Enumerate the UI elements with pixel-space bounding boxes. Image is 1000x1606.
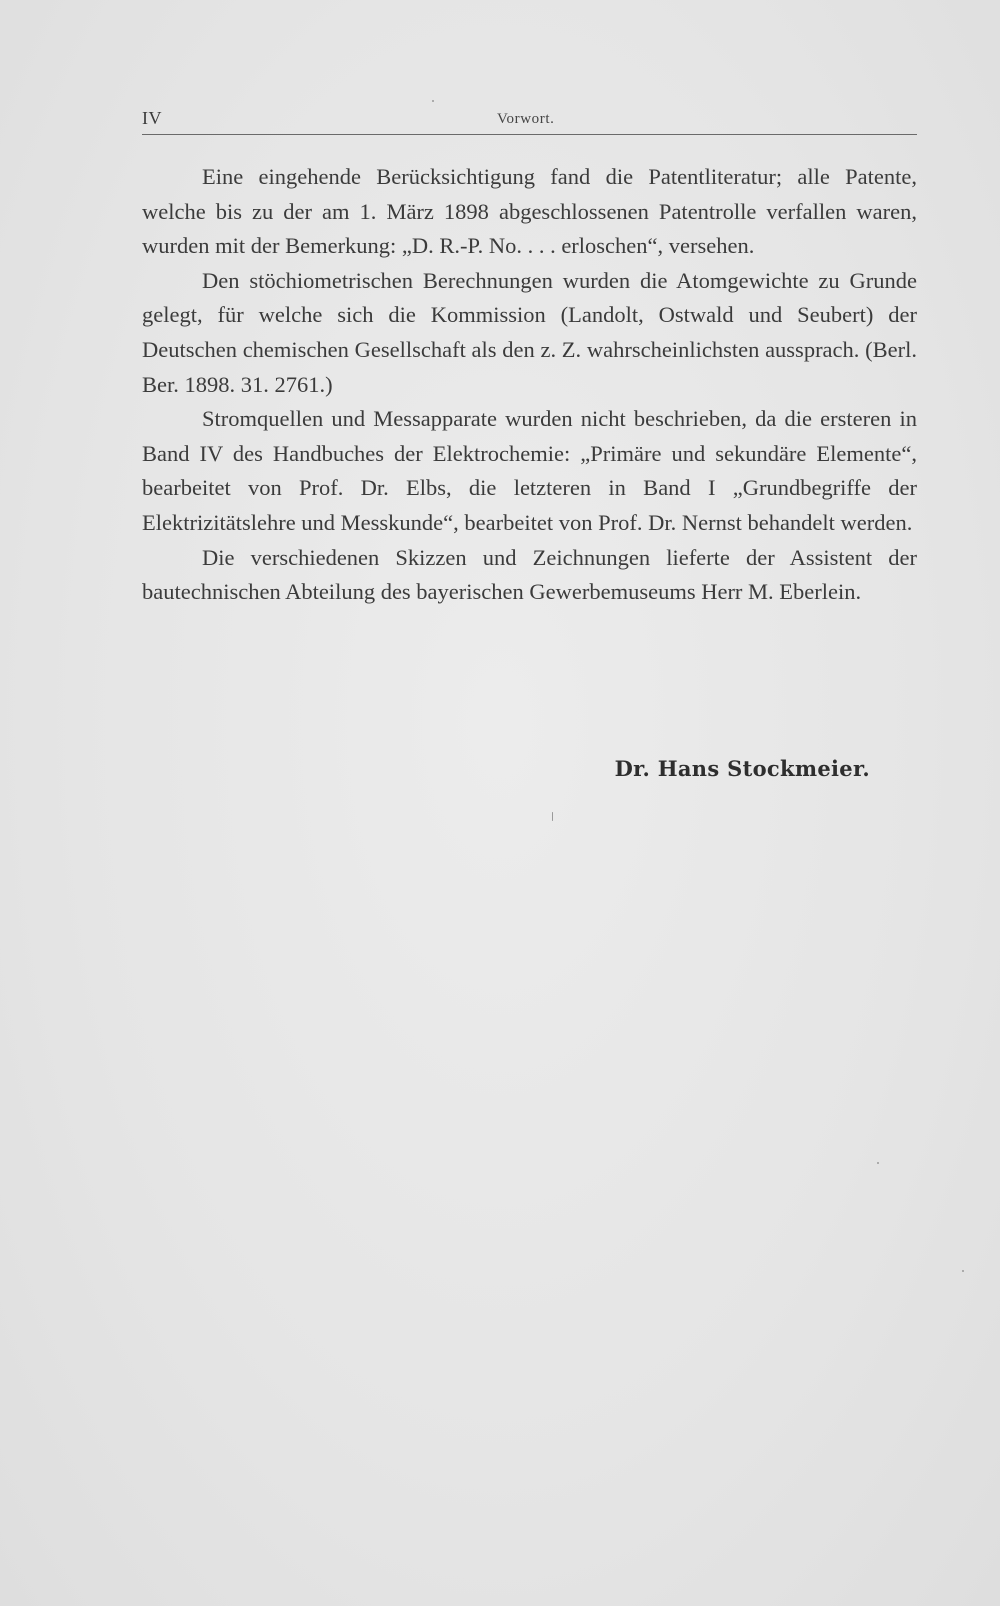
paper-speck [962, 1270, 964, 1272]
paragraph-power-sources: Stromquellen und Messapparate wurden nicht beschrieben, da die ersteren in Band IV des Handbuches der Elektrochemie: „Primäre und sekundäre Elemente“, bearbeitet von Prof. Dr. Elbs, die letzteren in Band I „Grundbegriffe der Elektrizitätslehre und Messkunde“, bearbeitet von Prof. Dr. Nernst behandelt werden. [142, 406, 917, 535]
paragraph-atomic-weights: Den stöchiometrischen Berechnungen wurden die Atomgewichte zu Grunde gelegt, für welche sich die Kommission (Landolt, Ostwald und Seubert) der Deutschen chemischen Gesellschaft als den z. Z. wahrscheinlichsten aussprach. (Berl. Ber. 1898. 31. 2761.) [142, 267, 917, 397]
paper-speck [552, 812, 553, 821]
paragraph-patents: Eine eingehende Berücksichtigung fand die Patentliteratur; alle Patente, welche bis zu der am 1. März 1898 abgeschlossenen Patentrolle verfallen waren, wurden mit der Bemerkung: „D. R.-P. No. . . . erloschen“, versehen. [142, 164, 917, 259]
running-head-title: Vorwort. [497, 111, 555, 127]
preface-text [142, 160, 917, 610]
paragraph-drawings: Die verschiedenen Skizzen und Zeichnungen lieferte der Assistent der bautechnischen Abteilung des bayerischen Gewerbemuseums Herr M. Eberlein. [142, 544, 917, 605]
author-signature: Dr. Hans Stockmeier. [614, 756, 870, 781]
running-head [142, 104, 917, 135]
page-number: IV [142, 108, 162, 128]
paper-speck [432, 100, 434, 102]
paper-speck [877, 1162, 879, 1164]
